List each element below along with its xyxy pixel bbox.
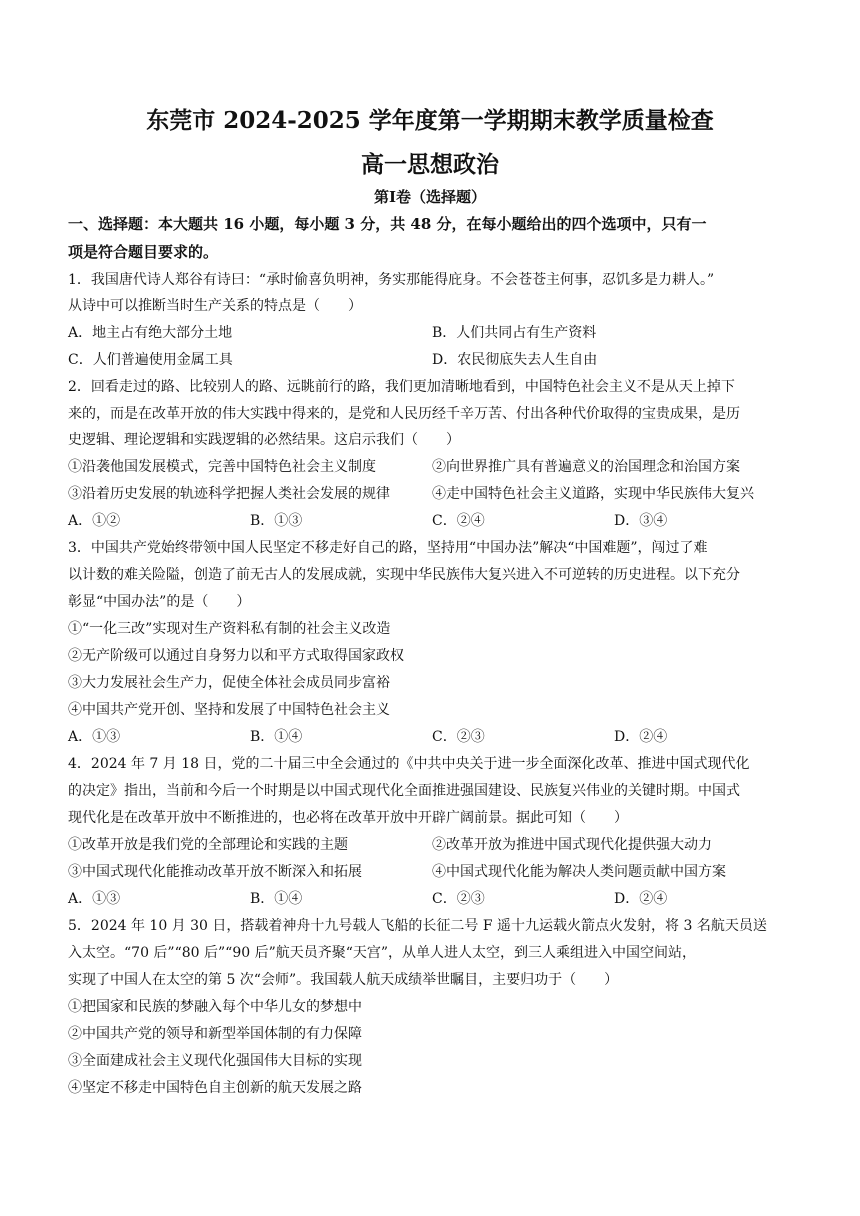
q4-statement-4: ④中国式现代化能为解决人类问题贡献中国方案 bbox=[432, 864, 726, 880]
q4-statement-1: ①改革开放是我们党的全部理论和实践的主题 bbox=[68, 837, 348, 853]
instructions-line-2: 项是符合题目要求的。 bbox=[68, 243, 219, 261]
q2-stem-2: 来的，而是在改革开放的伟大实践中得来的，是党和人民历经千辛万苦、付出各种代价取得的宝贵成果，是历 bbox=[68, 406, 740, 422]
q1-stem-1: 1．我国唐代诗人郑谷有诗曰：“承时偷喜负明神，务实那能得庇身。不会苍苍主何事，忍饥多是力耕人。” bbox=[68, 272, 715, 288]
q2-statement-3: ③沿着历史发展的轨迹科学把握人类社会发展的规律 bbox=[68, 486, 390, 502]
q1-option-b: B．人们共同占有生产资料 bbox=[432, 325, 597, 341]
q2-option-d: D．③④ bbox=[614, 513, 668, 529]
subject-title: 高一思想政治 bbox=[361, 151, 499, 178]
q2-option-b: B．①③ bbox=[250, 513, 303, 529]
q4-option-d: D．②④ bbox=[614, 891, 668, 907]
q5-stem-2: 入太空。“70 后”“80 后”“90 后”航天员齐聚“天宫”，从单人进人太空，到三人乘组进入中国空间站， bbox=[68, 945, 697, 961]
q3-option-b: B．①④ bbox=[250, 729, 303, 745]
instructions-line-1: 一、选择题：本大题共 16 小题，每小题 3 分，共 48 分，在每小题给出的四个选项中，只有一 bbox=[68, 215, 707, 233]
q3-option-c: C．②③ bbox=[432, 729, 485, 745]
q1-option-c: C．人们普遍使用金属工具 bbox=[68, 352, 233, 368]
q2-statement-2: ②向世界推广具有普遍意义的治国理念和治国方案 bbox=[432, 459, 740, 475]
q3-statement-1: ①“一化三改”实现对生产资料私有制的社会主义改造 bbox=[68, 621, 391, 637]
q4-stem-3: 现代化是在改革开放中不断推进的，也必将在改革开放中开辟广阔前景。据此可知（ ） bbox=[68, 810, 628, 826]
q4-stem-1: 4．2024 年 7 月 18 日，党的二十届三中全会通过的《中共中央关于进一步全面深化改革、推进中国式现代化 bbox=[68, 756, 750, 772]
q1-stem-2: 从诗中可以推断当时生产关系的特点是（ ） bbox=[68, 298, 362, 314]
q5-statement-3: ③全面建成社会主义现代化强国伟大目标的实现 bbox=[68, 1053, 362, 1069]
q2-statement-1: ①沿袭他国发展模式，完善中国特色社会主义制度 bbox=[68, 459, 376, 475]
exam-title: 东莞市 2024-2025 学年度第一学期期末教学质量检查 bbox=[146, 107, 714, 134]
q4-option-c: C．②③ bbox=[432, 891, 485, 907]
q4-statement-2: ②改革开放为推进中国式现代化提供强大动力 bbox=[432, 837, 712, 853]
q4-statement-3: ③中国式现代化能推动改革开放不断深入和拓展 bbox=[68, 864, 362, 880]
section-title: 第Ⅰ卷（选择题） bbox=[373, 188, 487, 206]
q3-option-a: A．①③ bbox=[68, 729, 121, 745]
q4-option-a: A．①③ bbox=[68, 891, 121, 907]
q5-statement-1: ①把国家和民族的梦融入每个中华儿女的梦想中 bbox=[68, 999, 362, 1015]
q3-stem-1: 3．中国共产党始终带领中国人民坚定不移走好自己的路，坚持用“中国办法”解决“中国难题”，闯过了难 bbox=[68, 540, 708, 556]
q1-option-a: A．地主占有绝大部分土地 bbox=[68, 325, 233, 341]
q2-stem-1: 2．回看走过的路、比较别人的路、远眺前行的路，我们更加清晰地看到，中国特色社会主义不是从天上掉下 bbox=[68, 379, 735, 395]
q4-stem-2: 的决定》指出，当前和今后一个时期是以中国式现代化全面推进强国建设、民族复兴伟业的关键时期。中国式 bbox=[68, 783, 740, 799]
q3-stem-2: 以计数的难关险隘，创造了前无古人的发展成就，实现中华民族伟大复兴进入不可逆转的历史进程。以下充分 bbox=[68, 567, 740, 583]
q2-statement-4: ④走中国特色社会主义道路，实现中华民族伟大复兴 bbox=[432, 486, 754, 502]
q5-stem-3: 实现了中国人在太空的第 5 次“会师”。我国载人航天成绩举世瞩目，主要归功于（ ） bbox=[68, 972, 619, 988]
q3-statement-4: ④中国共产党开创、坚持和发展了中国特色社会主义 bbox=[68, 702, 390, 718]
q3-statement-3: ③大力发展社会生产力，促使全体社会成员同步富裕 bbox=[68, 675, 390, 691]
q3-statement-2: ②无产阶级可以通过自身努力以和平方式取得国家政权 bbox=[68, 648, 404, 664]
q1-option-d: D．农民彻底失去人生自由 bbox=[432, 352, 598, 368]
q2-option-c: C．②④ bbox=[432, 513, 485, 529]
q2-stem-3: 史逻辑、理论逻辑和实践逻辑的必然结果。这启示我们（ ） bbox=[68, 432, 460, 448]
q3-stem-3: 彰显“中国办法”的是（ ） bbox=[68, 594, 251, 610]
q5-statement-4: ④坚定不移走中国特色自主创新的航天发展之路 bbox=[68, 1080, 362, 1096]
q4-option-b: B．①④ bbox=[250, 891, 303, 907]
q2-option-a: A．①② bbox=[68, 513, 121, 529]
q3-option-d: D．②④ bbox=[614, 729, 668, 745]
q5-statement-2: ②中国共产党的领导和新型举国体制的有力保障 bbox=[68, 1026, 362, 1042]
q5-stem-1: 5．2024 年 10 月 30 日，搭载着神舟十九号载人飞船的长征二号 F 遥十九运载火箭点火发射，将 3 名航天员送 bbox=[68, 918, 767, 934]
